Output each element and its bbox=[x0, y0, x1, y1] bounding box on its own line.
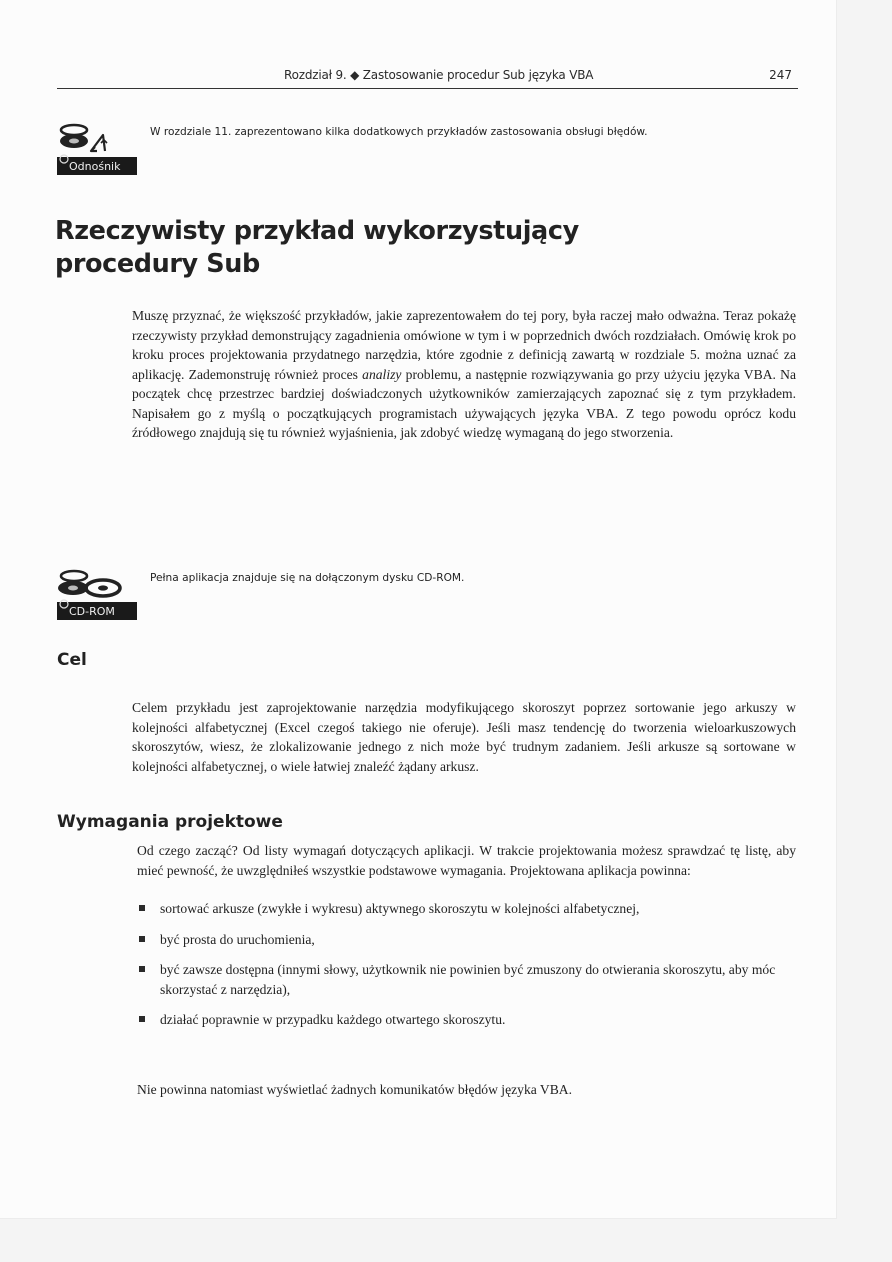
section-title: Rzeczywisty przykład wykorzystujący procedury Sub bbox=[55, 216, 579, 279]
cd-disc-icon bbox=[57, 121, 137, 175]
bullet bbox=[139, 905, 145, 911]
intro-text-part2: problemu, a następnie rozwiązywania go przy użyciu języka VBA. Na początek chcę przestrzec bardziej doświadczonych użytkowników zamierzających zapoznać się z tym przykładem. Napisałem go z myślą o początkujących programistach używających języka VBA. Z tego powodu oprócz kodu źródłowego znajdują się tu również wyjaśnienia, jak zdobyć wiedzę wymaganą do jego stworzenia. bbox=[132, 366, 796, 440]
running-title: Rozdział 9. ◆ Zastosowanie procedur Sub języka VBA bbox=[284, 68, 594, 82]
page-number: 247 bbox=[769, 68, 792, 82]
reference-note-icon bbox=[57, 121, 137, 175]
list-item: być zawsze dostępna (innymi słowy, użytkownik nie powinien być zmuszony do otwierania skoroszytu, aby móc skorzystać z narzędzia), bbox=[137, 960, 777, 999]
list-item: być prosta do uruchomienia, bbox=[137, 930, 777, 950]
svg-text:Odnośnik: Odnośnik bbox=[69, 160, 121, 173]
requirements-closing: Nie powinna natomiast wyświetlać żadnych komunikatów błędów języka VBA. bbox=[137, 1082, 573, 1097]
reference-note-text: W rozdziale 11. zaprezentowano kilka dodatkowych przykładów zastosowania obsługi błędów. bbox=[150, 126, 648, 138]
svg-text:CD-ROM: CD-ROM bbox=[69, 605, 115, 618]
requirements-list bbox=[137, 899, 777, 1041]
goal-heading: Cel bbox=[57, 650, 87, 670]
intro-text-part1: Muszę przyznać, że większość przykładów, jakie zaprezentowałem do tej pory, była raczej mało odważna. Teraz pokażę rzeczywisty przykład demonstrujący zagadnienia omówione w tym i w poprzednich dwóch rozdziałach. Omówię krok po kroku proces projektowania przydatnego narzędzia, które zgodnie z definicją zawartą w rozdziale 5. można uznać za aplikację. Zademonstruję również proces bbox=[132, 308, 796, 382]
list-item: działać poprawnie w przypadku każdego otwartego skoroszytu. bbox=[137, 1010, 777, 1030]
bullet bbox=[139, 936, 145, 942]
header-rule bbox=[57, 88, 798, 89]
requirements-intro: Od czego zacząć? Od listy wymagań dotyczących aplikacji. W trakcie projektowania możesz sprawdzać tę listę, aby mieć pewność, że uwzględniłeś wszystkie podstawowe wymagania. Projektowana aplikacja powinna: bbox=[137, 843, 796, 878]
requirements-heading: Wymagania projektowe bbox=[57, 812, 283, 832]
cdrom-note-icon bbox=[57, 568, 137, 620]
bullet bbox=[139, 1016, 145, 1022]
list-item: sortować arkusze (zwykłe i wykresu) aktywnego skoroszytu w kolejności alfabetycznej, bbox=[137, 899, 777, 919]
intro-emphasis: analizy bbox=[362, 366, 402, 382]
goal-paragraph: Celem przykładu jest zaprojektowanie narzędzia modyfikującego skoroszyt poprzez sortowanie jego arkuszy w kolejności alfabetycznej (Excel czegoś takiego nie oferuje). Jeśli masz tendencję do tworzenia wieloarkuszowych skoroszytów, wiesz, że zlokalizowanie jednego z nich może być trudnym zadaniem. Jeśli arkusze są sortowane w kolejności alfabetycznej, o wiele łatwiej znaleźć żądany arkusz. bbox=[132, 700, 796, 774]
cd-disc-icon bbox=[57, 568, 137, 620]
intro-paragraph bbox=[132, 306, 796, 443]
cdrom-note-text: Pełna aplikacja znajduje się na dołączonym dysku CD-ROM. bbox=[150, 572, 465, 584]
bullet bbox=[139, 966, 145, 972]
